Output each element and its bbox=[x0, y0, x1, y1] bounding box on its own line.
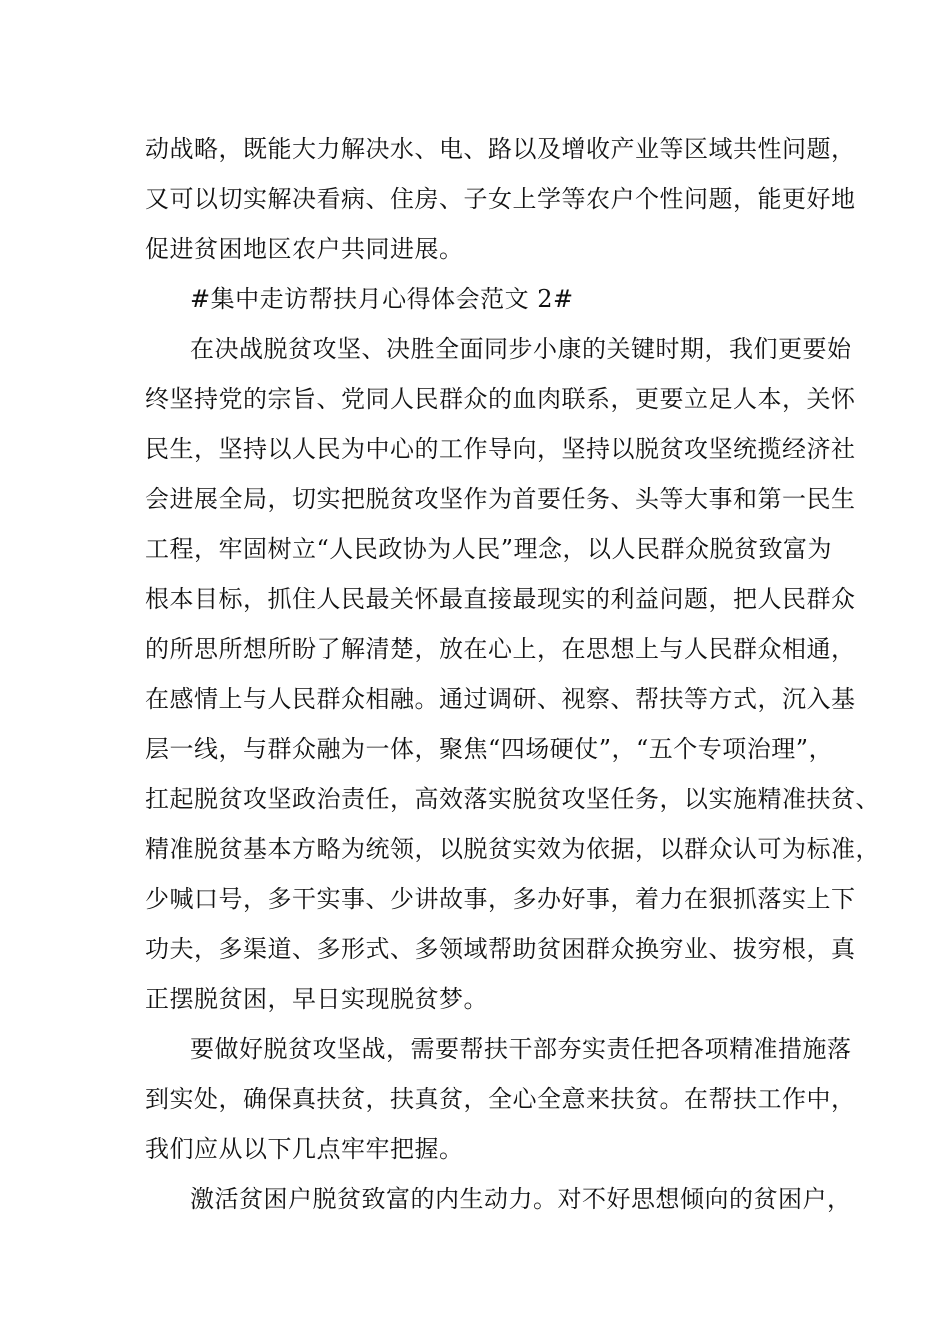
text-line: 到实处，确保真扶贫，扶真贫，全心全意来扶贫。在帮扶工作中， bbox=[145, 1085, 856, 1113]
text-line: 正摆脱贫困，早日实现脱贫梦。 bbox=[145, 985, 488, 1013]
text-line: 我们应从以下几点牢牢把握。 bbox=[145, 1135, 464, 1163]
text-line: 要做好脱贫攻坚战，需要帮扶干部夯实责任把各项精准措施落 bbox=[190, 1035, 852, 1063]
text-line: 动战略，既能大力解决水、电、路以及增收产业等区域共性问题， bbox=[145, 135, 856, 163]
text-line: 在感情上与人民群众相融。通过调研、视察、帮扶等方式，沉入基 bbox=[145, 685, 856, 713]
section-heading: #集中走访帮扶月心得体会范文 2# bbox=[190, 285, 574, 313]
text-line: 扛起脱贫攻坚政治责任，高效落实脱贫攻坚任务，以实施精准扶贫、 bbox=[145, 785, 880, 813]
text-line: 层一线，与群众融为一体，聚焦“四场硬仗”，“五个专项治理”， bbox=[145, 735, 834, 763]
text-line: 少喊口号，多干实事、少讲故事，多办好事，着力在狠抓落实上下 bbox=[145, 885, 856, 913]
text-line: 的所思所想所盼了解清楚，放在心上，在思想上与人民群众相通， bbox=[145, 635, 856, 663]
text-line: 激活贫困户脱贫致富的内生动力。对不好思想倾向的贫困户， bbox=[190, 1185, 852, 1213]
text-line: 精准脱贫基本方略为统领，以脱贫实效为依据，以群众认可为标准， bbox=[145, 835, 880, 863]
text-line: 功夫，多渠道、多形式、多领域帮助贫困群众换穷业、拔穷根，真 bbox=[145, 935, 856, 963]
text-line: 促进贫困地区农户共同进展。 bbox=[145, 235, 464, 263]
text-line: 工程，牢固树立“人民政协为人民”理念，以人民群众脱贫致富为 bbox=[145, 535, 833, 563]
text-line: 民生，坚持以人民为中心的工作导向，坚持以脱贫攻坚统揽经济社 bbox=[145, 435, 856, 463]
text-line: 会进展全局，切实把脱贫攻坚作为首要任务、头等大事和第一民生 bbox=[145, 485, 856, 513]
text-line: 在决战脱贫攻坚、决胜全面同步小康的关键时期，我们更要始 bbox=[190, 335, 852, 363]
text-line: 终坚持党的宗旨、党同人民群众的血肉联系，更要立足人本，关怀 bbox=[145, 385, 856, 413]
text-line: 又可以切实解决看病、住房、子女上学等农户个性问题，能更好地 bbox=[145, 185, 856, 213]
text-line: 根本目标，抓住人民最关怀最直接最现实的利益问题，把人民群众 bbox=[145, 585, 856, 613]
